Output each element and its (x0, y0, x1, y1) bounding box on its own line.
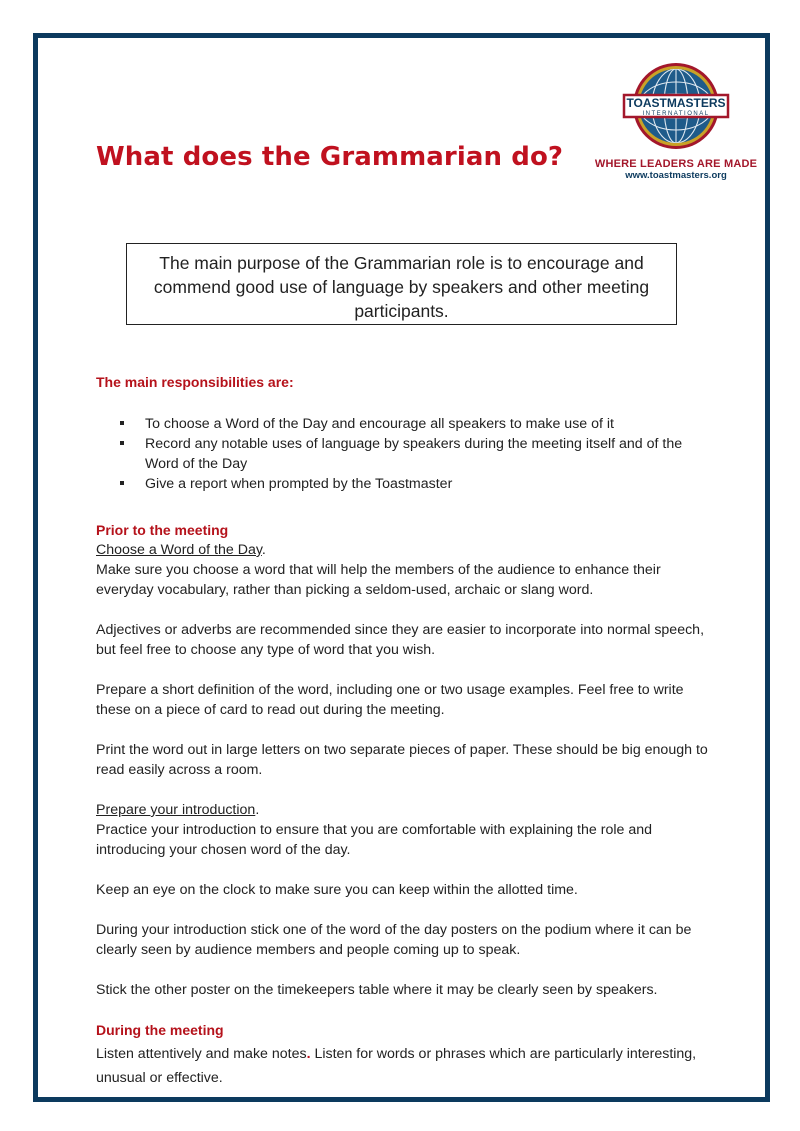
intro-subheading: Prepare your introduction. (96, 802, 260, 818)
list-item (120, 474, 708, 494)
list-item-text: Give a report when prompted by the Toastmaster (145, 476, 453, 492)
paragraph: Stick the other poster on the timekeepers table where it may be clearly seen by speakers. (96, 982, 658, 998)
paragraph: Prepare a short definition of the word, including one or two usage examples. Feel free to write these on a piece of card to read out during the meeting. (96, 682, 684, 718)
list-item (120, 414, 708, 434)
page-title: What does the Grammarian do? (96, 142, 564, 172)
main-content (96, 372, 708, 1090)
choose-subheading-text: Choose a Word of the Day (96, 542, 262, 558)
logo-website: www.toastmasters.org (625, 170, 727, 181)
responsibilities-heading: The main responsibilities are: (96, 374, 294, 390)
during-text-a: Listen attentively and make notes (96, 1046, 307, 1062)
logo-brand-subtext: INTERNATIONAL (642, 111, 710, 117)
purpose-box (126, 243, 677, 325)
list-item (120, 434, 708, 474)
paragraph: Practice your introduction to ensure that you are comfortable with explaining the role and introducing your chosen word of the day. (96, 822, 652, 858)
during-text-b: Listen for words or phrases which are particularly interesting, unusual or effective. (96, 1046, 697, 1086)
list-item-text: To choose a Word of the Day and encourage all speakers to make use of it (145, 416, 614, 432)
globe-logo-icon (620, 62, 732, 156)
during-text: Listen attentively and make notes. Listen for words or phrases which are particularly interesting, unusual or effective. (96, 1046, 697, 1086)
paragraph: Make sure you choose a word that will help the members of the audience to enhance their everyday vocabulary, rather than picking a seldom-used, archaic or slang word. (96, 562, 661, 598)
purpose-text: The main purpose of the Grammarian role is to encourage and commend good use of language by speakers and other meeting participants. (153, 253, 650, 321)
logo-brand-text: TOASTMASTERS (626, 96, 726, 110)
paragraph: Print the word out in large letters on two separate pieces of paper. These should be big enough to read easily across a room. (96, 742, 708, 778)
bullet-icon (120, 421, 124, 425)
paragraph: Adjectives or adverbs are recommended since they are easier to incorporate into normal speech, but feel free to choose any type of word that you wish. (96, 622, 705, 658)
list-item-text: Record any notable uses of language by speakers during the meeting itself and of the Word of the Day (145, 436, 683, 472)
choose-subheading: Choose a Word of the Day. (96, 542, 266, 558)
paragraph: During your introduction stick one of the word of the day posters on the podium where it can be clearly seen by audience members and people coming up to speak. (96, 922, 692, 958)
during-heading: During the meeting (96, 1022, 224, 1038)
prior-heading: Prior to the meeting (96, 522, 229, 538)
paragraph: Keep an eye on the clock to make sure you can keep within the allotted time. (96, 882, 578, 898)
intro-subheading-text: Prepare your introduction (96, 802, 256, 818)
bullet-icon (120, 481, 124, 485)
responsibilities-list (96, 414, 708, 494)
logo-tagline: WHERE LEADERS ARE MADE (594, 158, 758, 170)
bullet-icon (120, 441, 124, 445)
toastmasters-logo (592, 62, 760, 181)
